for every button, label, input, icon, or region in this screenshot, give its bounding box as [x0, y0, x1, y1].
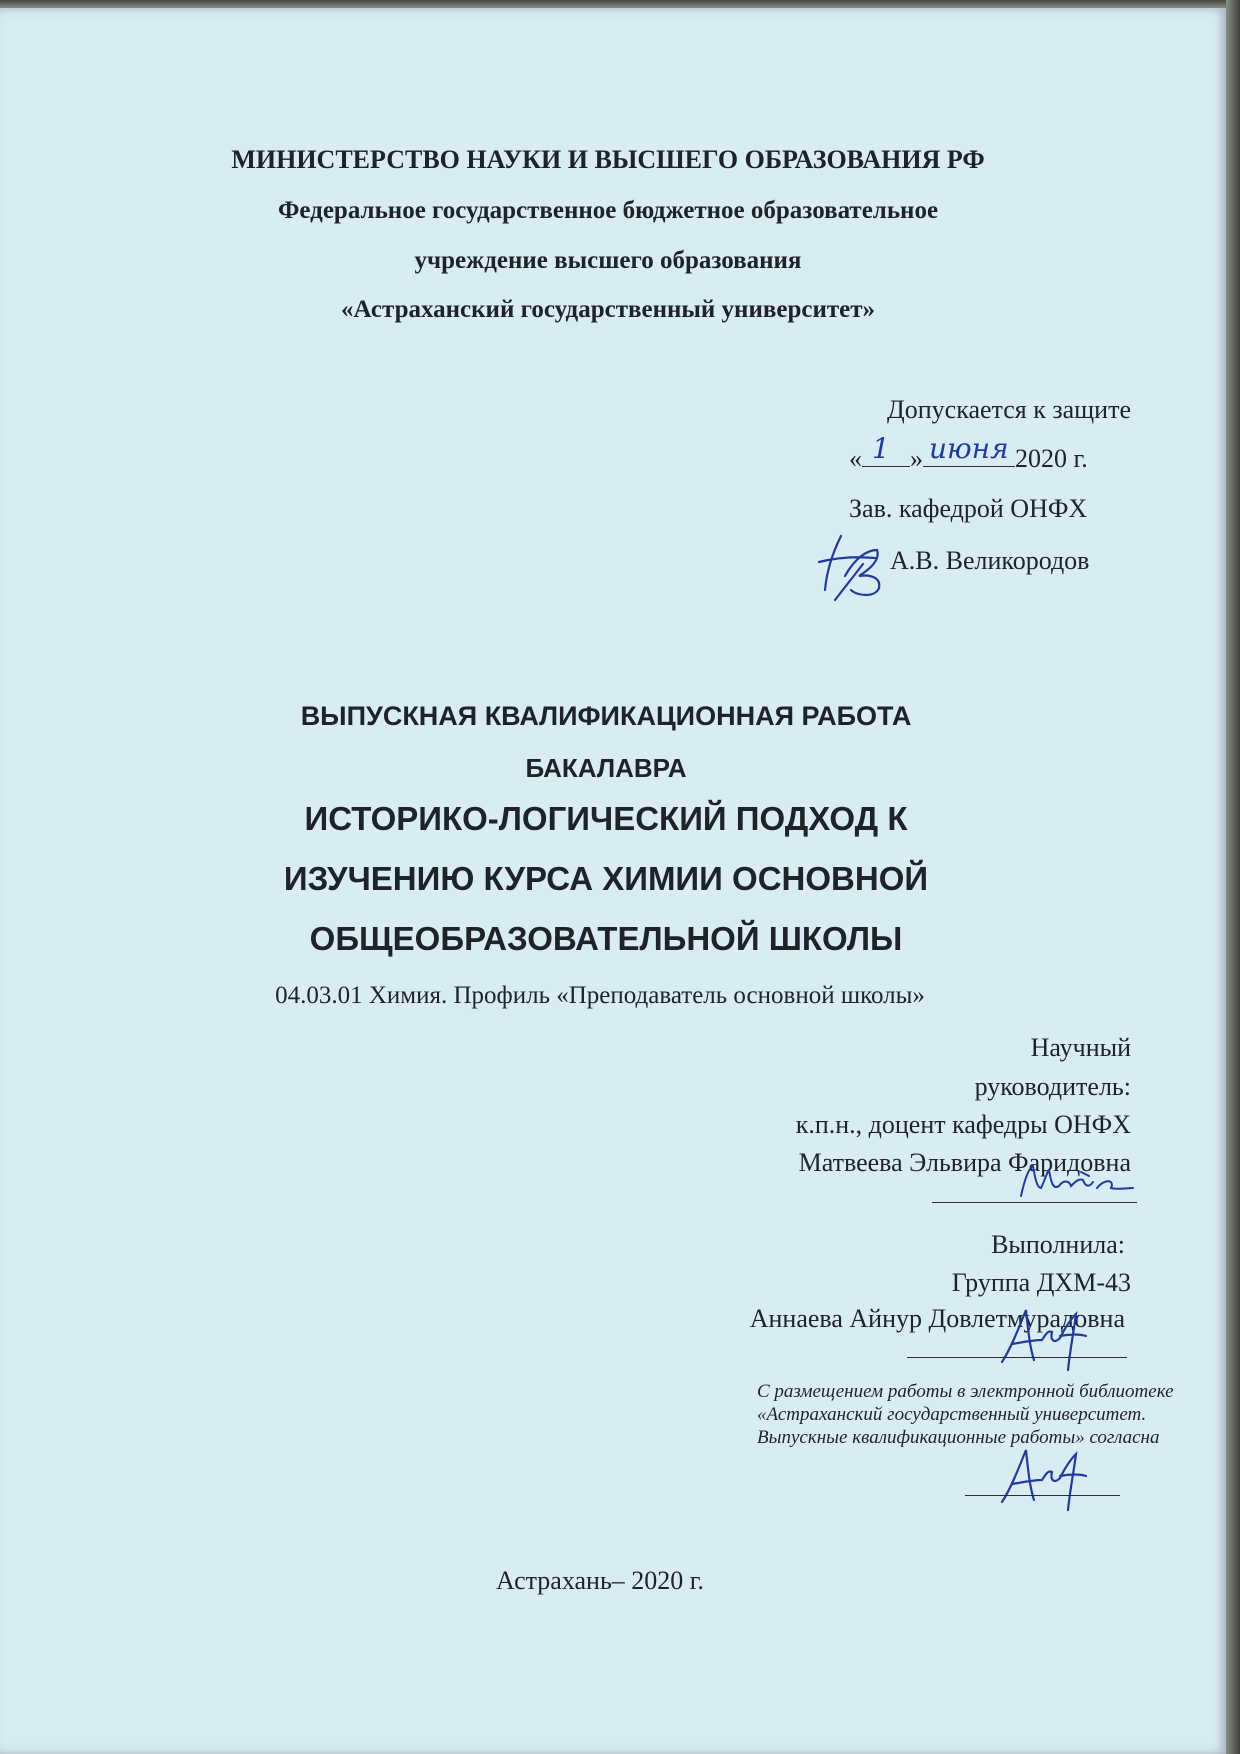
- head-of-department-name: А.В. Великородов: [890, 546, 1090, 575]
- date-day-handwritten: 1: [872, 432, 890, 465]
- specialty: 04.03.01 Химия. Профиль «Преподаватель основной школы»: [275, 982, 925, 1009]
- supervisor-label-2: руководитель:: [974, 1072, 1131, 1101]
- date-day-blank: [862, 432, 910, 467]
- scan-top-edge: [0, 0, 1240, 8]
- work-type-line-1: ВЫПУСКНАЯ КВАЛИФИКАЦИОННАЯ РАБОТА: [300, 701, 912, 731]
- ministry-heading: МИНИСТЕРСТВО НАУКИ И ВЫСШЕГО ОБРАЗОВАНИЯ РФ: [231, 145, 985, 174]
- work-title-line-1: ИСТОРИКО-ЛОГИЧЕСКИЙ ПОДХОД К: [304, 800, 908, 837]
- student-signature-line: [907, 1357, 1127, 1358]
- work-title-line-3: ОБЩЕОБРАЗОВАТЕЛЬНОЙ ШКОЛЫ: [309, 920, 903, 957]
- institution-line-2: учреждение высшего образования: [414, 247, 802, 274]
- student-signature: [990, 1300, 1090, 1380]
- student-group: Группа ДХМ-43: [951, 1268, 1131, 1297]
- admission-date: [849, 432, 1088, 474]
- work-type-line-2: БАКАЛАВРА: [525, 753, 687, 783]
- university-name: «Астраханский государственный университет»: [340, 296, 876, 323]
- admission-label: Допускается к защите: [887, 395, 1131, 424]
- supervisor-name: Матвеева Эльвира Фаридовна: [798, 1148, 1131, 1177]
- date-month-handwritten: июня: [929, 432, 1009, 465]
- supervisor-signature: [1015, 1158, 1135, 1208]
- head-of-department-signature: [805, 528, 895, 608]
- student-name: Аннаева Айнур Довлетмурадовна: [749, 1304, 1125, 1333]
- supervisor-label-1: Научный: [1030, 1033, 1131, 1062]
- city-year: Астрахань– 2020 г.: [495, 1566, 705, 1595]
- date-open-quote: «: [849, 444, 862, 473]
- institution-line-1: Федеральное государственное бюджетное образовательное: [277, 197, 939, 224]
- scan-right-edge: [1226, 0, 1240, 1754]
- consent-statement: С размещением работы в электронной библиотеке «Астраханский государственный университет. Выпускные квалификационные работы» согласна: [757, 1381, 1174, 1448]
- supervisor-signature-line: [932, 1202, 1137, 1203]
- title-page: [0, 8, 1228, 1754]
- date-year: 2020 г.: [1015, 444, 1088, 473]
- date-month-blank: [923, 432, 1015, 467]
- work-title-line-2: ИЗУЧЕНИЮ КУРСА ХИМИИ ОСНОВНОЙ: [283, 860, 929, 897]
- consent-signature: [990, 1440, 1090, 1520]
- supervisor-position: к.п.н., доцент кафедры ОНФХ: [795, 1110, 1131, 1139]
- head-of-department-position: Зав. кафедрой ОНФХ: [849, 494, 1088, 523]
- student-label: Выполнила:: [991, 1230, 1125, 1259]
- consent-signature-line: [965, 1495, 1120, 1496]
- date-close-quote: »: [910, 444, 923, 473]
